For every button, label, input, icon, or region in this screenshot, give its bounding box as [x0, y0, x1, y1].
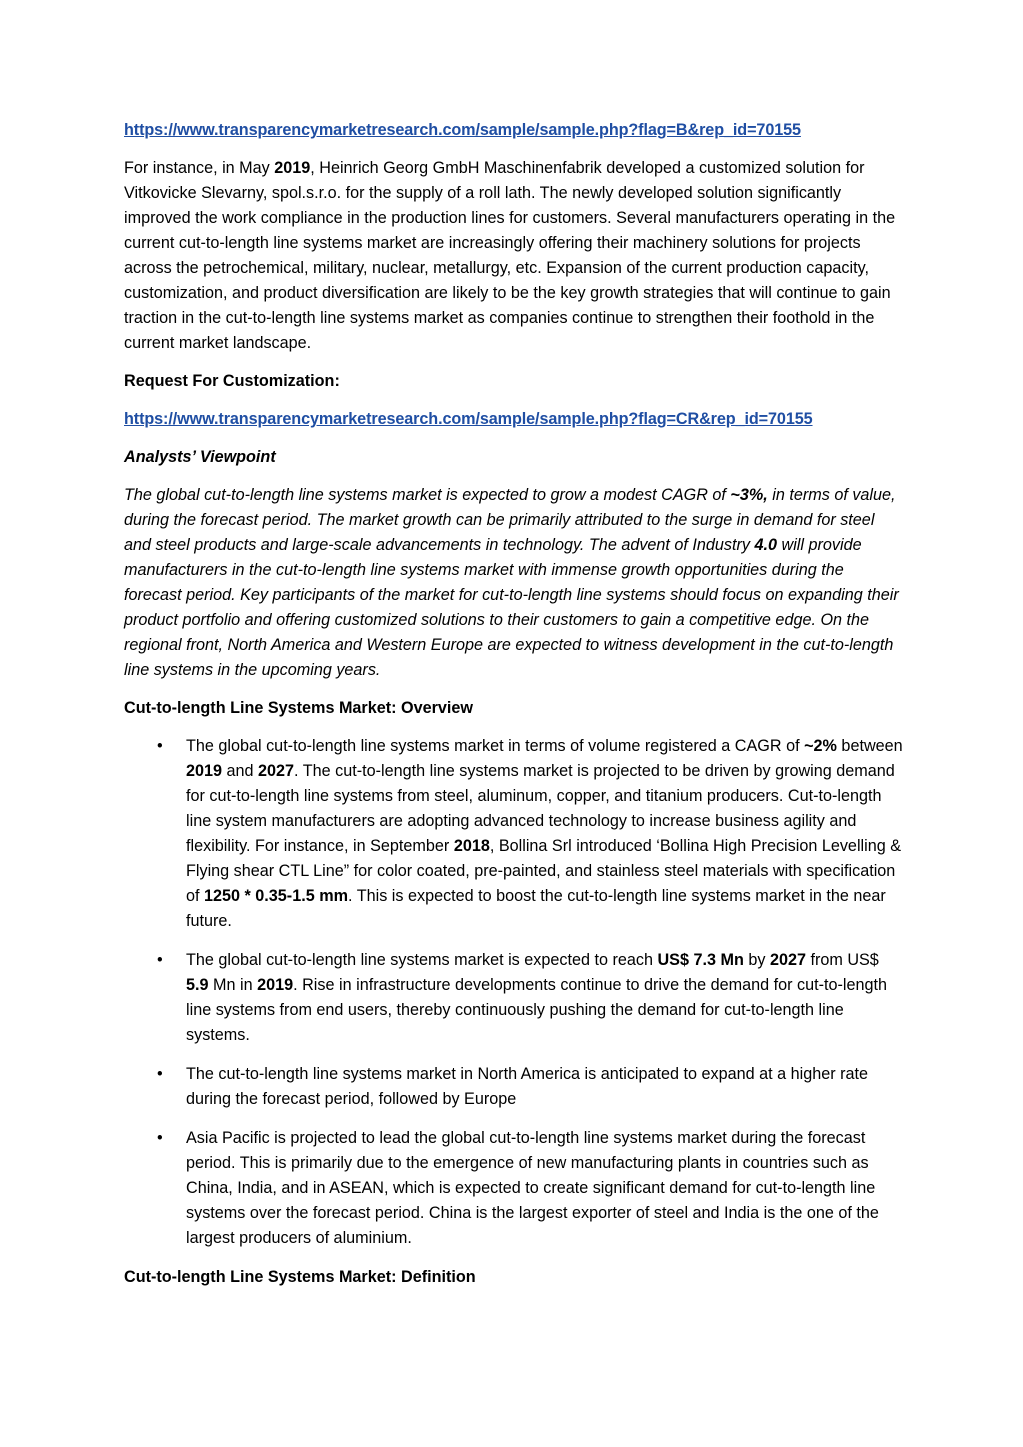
bold-value: ~3%,: [730, 486, 768, 504]
text-span: . This is expected to boost the cut-to-length line systems market in the near future.: [186, 887, 886, 930]
analysts-heading: Analysts’ Viewpoint: [124, 448, 276, 466]
text-span: will provide manufacturers in the cut-to-length line systems market with immense growth opportunities during the forecast period. Key participants of the market for cut-to-length line systems should focus on expanding their product portfolio and offering customized solutions to their customers to gain a competitive edge. On the regional front, North America and Western Europe are expected to witness development in the cut-to-length line systems in the upcoming years.: [124, 536, 899, 679]
text-span: For instance, in May: [124, 159, 275, 177]
customization-link[interactable]: https://www.transparencymarketresearch.com/sample/sample.php?flag=CR&rep_id=70155: [124, 410, 813, 428]
definition-heading: Cut-to-length Line Systems Market: Definition: [124, 1268, 476, 1286]
bold-year: 2019: [274, 159, 311, 177]
text-span: by: [743, 951, 770, 969]
bullet-icon: •: [157, 737, 163, 755]
text-span: . The cut-to-length line systems market is projected to be driven by growing demand for cut-to-length line systems from steel, aluminum, copper, and titanium producers. Cut-to-length line system manufacturers are adopting advanced technology to increase business agility and flexibility. For instance, in September: [186, 762, 895, 855]
text-span: between: [836, 737, 903, 755]
bold-value: 2027: [258, 762, 295, 780]
list-item: [124, 1126, 904, 1251]
text-span: from US$: [805, 951, 879, 969]
bold-value: ~2%: [804, 737, 837, 755]
bold-value: 2019: [257, 976, 294, 994]
text-span: Asia Pacific is projected to lead the global cut-to-length line systems market during the forecast period. This is primarily due to the emergence of new manufacturing plants in countries such as China, India, and in ASEAN, which is expected to create significant demand for cut-to-length line systems over the forecast period. China is the largest exporter of steel and India is the one of the largest producers of aluminium.: [186, 1129, 879, 1247]
sample-link[interactable]: https://www.transparencymarketresearch.com/sample/sample.php?flag=B&rep_id=70155: [124, 121, 801, 139]
bold-value: 4.0: [754, 536, 778, 554]
overview-heading: Cut-to-length Line Systems Market: Overview: [124, 699, 474, 717]
list-item: [124, 948, 904, 1048]
list-item: [124, 1062, 904, 1112]
text-span: and: [222, 762, 259, 780]
analysts-paragraph: [124, 483, 904, 683]
bullet-icon: •: [157, 1065, 163, 1083]
intro-paragraph: [124, 156, 904, 356]
text-span: The global cut-to-length line systems market is expected to grow a modest CAGR of: [124, 486, 731, 504]
customization-heading: Request For Customization:: [124, 372, 340, 390]
text-span: The global cut-to-length line systems market in terms of volume registered a CAGR of: [186, 737, 805, 755]
bold-value: US$ 7.3 Mn: [657, 951, 744, 969]
bold-value: 1250 * 0.35-1.5 mm: [204, 887, 348, 905]
overview-list: [124, 734, 904, 1251]
document-page: [124, 118, 904, 1303]
bold-value: 2018: [453, 837, 490, 855]
bold-value: 2019: [186, 762, 223, 780]
text-span: Mn in: [208, 976, 258, 994]
text-span: The cut-to-length line systems market in North America is anticipated to expand at a higher rate during the forecast period, followed by Europe: [186, 1065, 869, 1108]
bullet-icon: •: [157, 951, 163, 969]
text-span: , Heinrich Georg GmbH Maschinenfabrik developed a customized solution for Vitkovicke Slevarny, spol.s.r.o. for the supply of a roll lath. The newly developed solution significantly improved the work compliance in the production lines for customers. Several manufacturers operating in the current cut-to-length line systems market are increasingly offering their machinery solutions for projects across the petrochemical, military, nuclear, metallurgy, etc. Expansion of the current production capacity, customization, and product diversification are likely to be the key growth strategies that will continue to gain traction in the cut-to-length line systems market as companies continue to strengthen their foothold in the current market landscape.: [124, 159, 896, 352]
text-span: , Bollina Srl introduced ‘Bollina High Precision Levelling & Flying shear CTL Line” for color coated, pre-painted, and stainless steel materials with specification of: [186, 837, 902, 905]
list-item: [124, 734, 904, 934]
text-span: The global cut-to-length line systems market is expected to reach: [186, 951, 658, 969]
text-span: . Rise in infrastructure developments continue to drive the demand for cut-to-length line systems from end users, thereby continuously pushing the demand for cut-to-length line systems.: [186, 976, 887, 1044]
bold-value: 5.9: [186, 976, 209, 994]
bold-value: 2027: [769, 951, 806, 969]
text-span: in terms of value, during the forecast period. The market growth can be primarily attributed to the surge in demand for steel and steel products and large-scale advancements in technology. The advent of Industry: [124, 486, 896, 554]
bullet-icon: •: [157, 1129, 163, 1147]
